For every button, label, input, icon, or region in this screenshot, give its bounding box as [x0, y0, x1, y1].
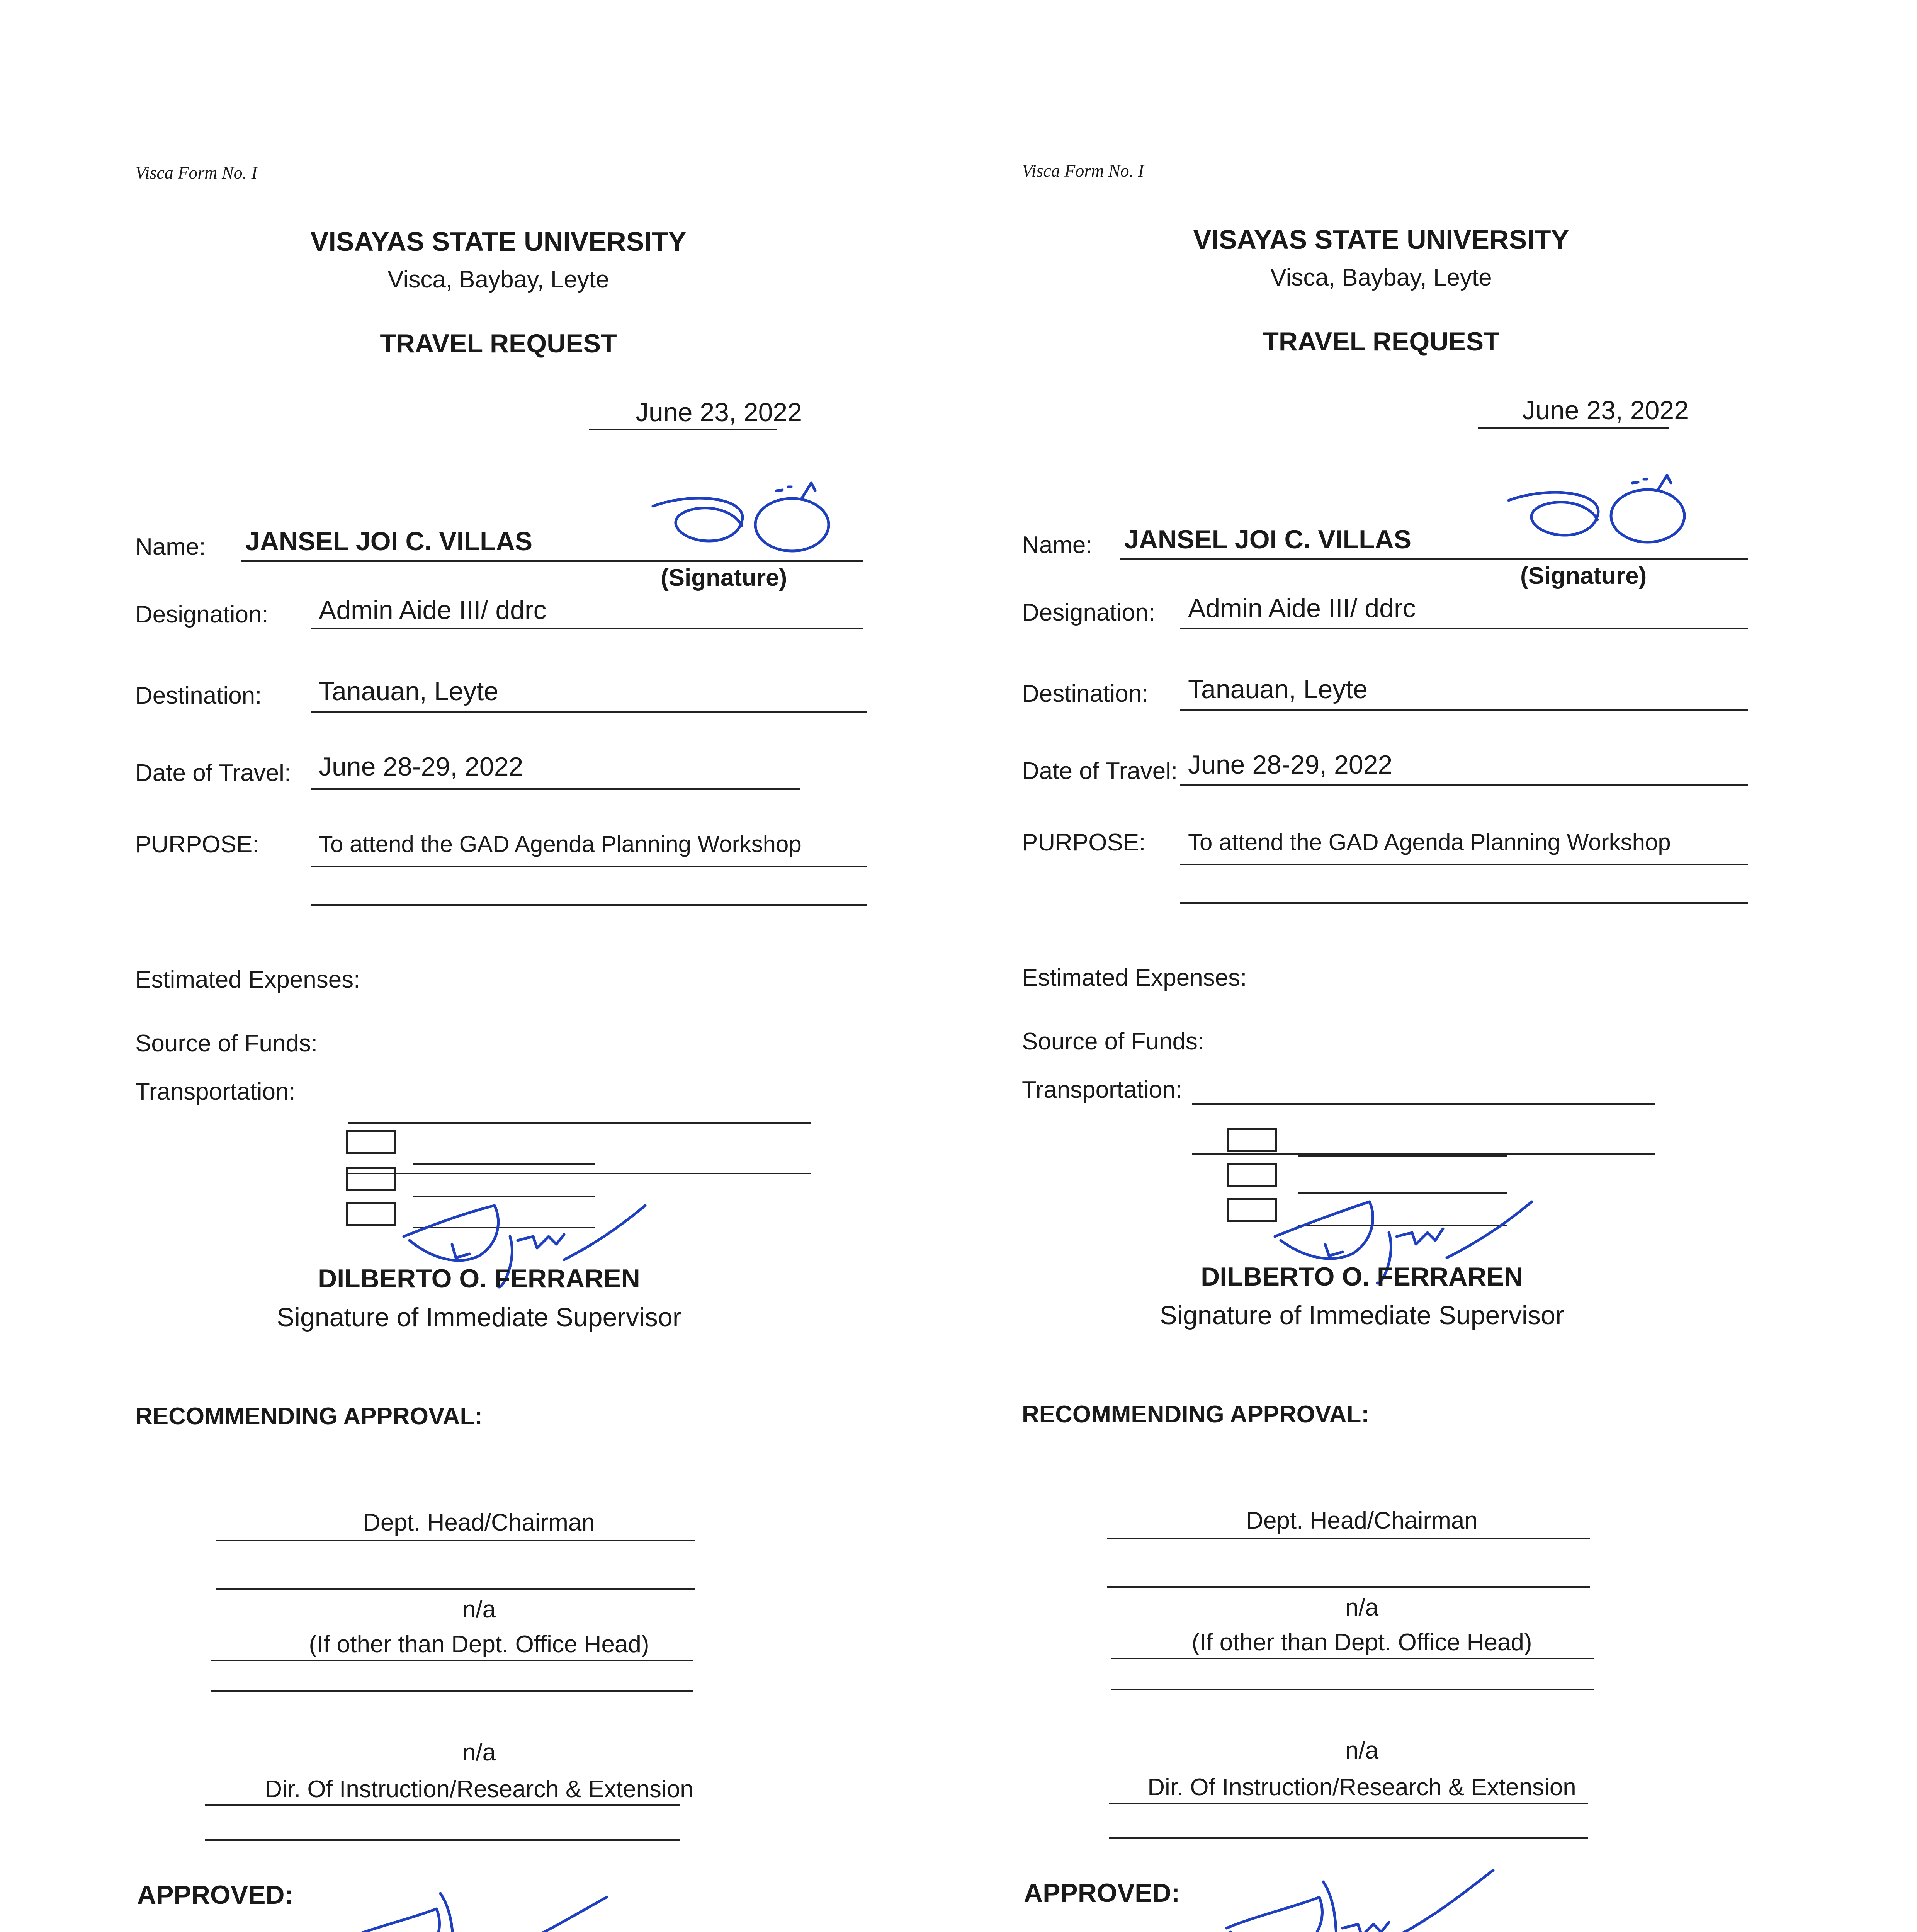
applicant-name: JANSEL JOI C. VILLAS	[1124, 525, 1412, 554]
purpose-line-1	[311, 866, 867, 867]
form-title: TRAVEL REQUEST	[380, 329, 617, 358]
checkbox-line-1	[413, 1163, 595, 1165]
director-line	[1109, 1803, 1588, 1804]
director-caption: Dir. Of Instruction/Research & Extension	[265, 1776, 693, 1803]
transport-checkbox-1[interactable]	[1227, 1128, 1277, 1152]
request-date: June 23, 2022	[636, 398, 802, 427]
designation-label: Designation:	[1022, 599, 1155, 626]
university-address: Visca, Baybay, Leyte	[1270, 264, 1492, 291]
designation-value: Admin Aide III/ ddrc	[1188, 594, 1416, 623]
university-name: VISAYAS STATE UNIVERSITY	[1193, 224, 1569, 255]
name-label: Name:	[135, 534, 206, 560]
source-of-funds-label: Source of Funds:	[135, 1030, 318, 1057]
date-of-travel-value: June 28-29, 2022	[319, 752, 523, 781]
transportation-line-2	[348, 1173, 811, 1174]
supervisor-name: DILBERTO O. FERRAREN	[1201, 1262, 1523, 1291]
purpose-line-2	[311, 904, 867, 906]
date-line	[589, 429, 777, 430]
dept-head-caption: Dept. Head/Chairman	[363, 1509, 595, 1536]
recommending-approval-label: RECOMMENDING APPROVAL:	[135, 1403, 483, 1430]
transportation-line-1	[1192, 1103, 1655, 1105]
travel-request-form-left	[0, 0, 892, 1932]
request-date: June 23, 2022	[1522, 396, 1689, 425]
dept-head-line	[1107, 1538, 1590, 1539]
other-head-sign-line	[216, 1588, 695, 1590]
na-value-2: n/a	[1345, 1737, 1379, 1764]
transport-checkbox-3[interactable]	[1227, 1198, 1277, 1222]
applicant-name: JANSEL JOI C. VILLAS	[245, 527, 533, 556]
transport-checkbox-2[interactable]	[1227, 1163, 1277, 1187]
transport-checkbox-1[interactable]	[346, 1130, 396, 1154]
director-line-2	[1109, 1837, 1588, 1839]
travel-request-form-right	[887, 0, 1779, 1932]
date-line	[1478, 427, 1669, 429]
director-sign-line	[211, 1690, 693, 1692]
recommending-approval-label: RECOMMENDING APPROVAL:	[1022, 1401, 1369, 1428]
director-line-2	[205, 1839, 680, 1841]
purpose-label: PURPOSE:	[1022, 829, 1146, 856]
name-line	[1120, 558, 1748, 560]
destination-label: Destination:	[135, 682, 262, 709]
other-head-line	[211, 1660, 693, 1661]
approved-label: APPROVED:	[137, 1880, 294, 1910]
applicant-signature	[1505, 469, 1706, 570]
director-sign-line	[1111, 1689, 1594, 1690]
signature-label: (Signature)	[661, 565, 787, 591]
name-label: Name:	[1022, 532, 1093, 558]
date-of-travel-value: June 28-29, 2022	[1188, 750, 1393, 779]
destination-line	[311, 711, 867, 713]
destination-line	[1180, 709, 1748, 711]
supervisor-caption: Signature of Immediate Supervisor	[277, 1303, 681, 1332]
checkbox-line-1	[1298, 1155, 1507, 1157]
transportation-line-1	[348, 1122, 811, 1124]
signature-label: (Signature)	[1520, 563, 1647, 589]
other-head-caption: (If other than Dept. Office Head)	[309, 1631, 649, 1658]
name-line	[241, 560, 863, 562]
purpose-line-1	[1180, 864, 1748, 865]
purpose-label: PURPOSE:	[135, 831, 259, 858]
other-head-line	[1111, 1658, 1594, 1659]
president-signature	[340, 1886, 610, 1932]
designation-value: Admin Aide III/ ddrc	[319, 595, 547, 625]
transportation-line-2	[1192, 1153, 1655, 1155]
designation-label: Designation:	[135, 601, 269, 628]
dept-head-line	[216, 1540, 695, 1541]
form-number: Visca Form No. I	[135, 163, 258, 182]
date-of-travel-line	[311, 788, 800, 790]
destination-value: Tanauan, Leyte	[1188, 675, 1368, 704]
destination-label: Destination:	[1022, 680, 1149, 707]
director-caption: Dir. Of Instruction/Research & Extension	[1147, 1774, 1576, 1801]
transportation-label: Transportation:	[1022, 1077, 1182, 1103]
designation-line	[311, 628, 863, 629]
destination-value: Tanauan, Leyte	[319, 677, 499, 706]
estimated-expenses-label: Estimated Expenses:	[1022, 964, 1247, 991]
estimated-expenses-label: Estimated Expenses:	[135, 966, 360, 993]
transport-checkbox-3[interactable]	[346, 1202, 396, 1226]
supervisor-name: DILBERTO O. FERRAREN	[318, 1264, 640, 1293]
transportation-label: Transportation:	[135, 1078, 296, 1105]
date-of-travel-label: Date of Travel:	[1022, 758, 1178, 784]
director-line	[205, 1804, 680, 1806]
approved-label: APPROVED:	[1024, 1878, 1180, 1908]
purpose-line-2	[1180, 902, 1748, 904]
form-title: TRAVEL REQUEST	[1263, 327, 1500, 356]
source-of-funds-label: Source of Funds:	[1022, 1028, 1205, 1055]
purpose-value: To attend the GAD Agenda Planning Workshop	[1188, 829, 1671, 855]
designation-line	[1180, 628, 1748, 629]
na-value-1: n/a	[1345, 1594, 1379, 1621]
supervisor-caption: Signature of Immediate Supervisor	[1159, 1301, 1564, 1330]
other-head-caption: (If other than Dept. Office Head)	[1191, 1629, 1532, 1656]
president-signature	[1223, 1862, 1501, 1932]
university-address: Visca, Baybay, Leyte	[387, 266, 609, 293]
transport-checkbox-2[interactable]	[346, 1167, 396, 1191]
dept-head-caption: Dept. Head/Chairman	[1246, 1507, 1478, 1534]
date-of-travel-label: Date of Travel:	[135, 760, 291, 786]
na-value-2: n/a	[462, 1739, 496, 1766]
purpose-value: To attend the GAD Agenda Planning Workshop	[319, 831, 802, 857]
form-number: Visca Form No. I	[1022, 161, 1144, 180]
na-value-1: n/a	[462, 1596, 496, 1623]
other-head-sign-line	[1107, 1586, 1590, 1588]
date-of-travel-line	[1180, 784, 1748, 786]
university-name: VISAYAS STATE UNIVERSITY	[310, 226, 687, 257]
